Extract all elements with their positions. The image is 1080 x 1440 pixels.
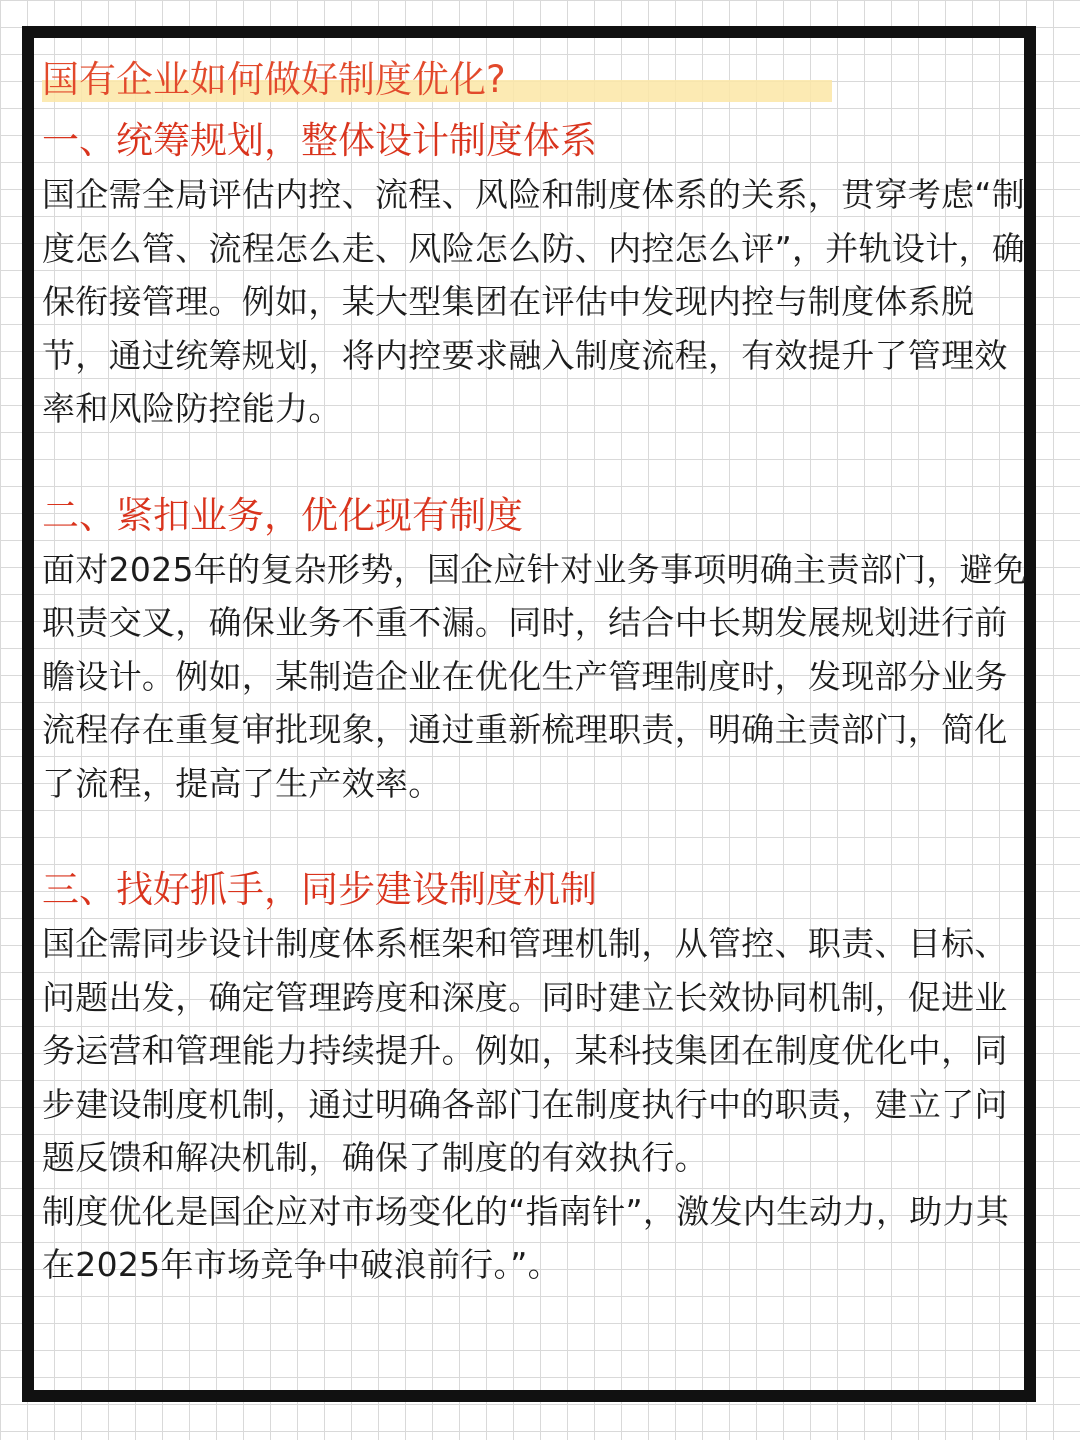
section-body: 国企需同步设计制度体系框架和管理机制，从管控、职责、目标、问题出发，确定管理跨度和深度。同时建立长效协同机制，促进业务运营和管理能力持续提升。例如，某科技集团在制度优化中，同步建设制度机制，通过明确各部门在制度执行中的职责，建立了问题反馈和解决机制，确保了制度的有效执行。 xyxy=(42,924,1008,1177)
spacer xyxy=(42,436,1042,489)
article xyxy=(42,50,1042,1292)
section-heading: 三、找好抓手，同步建设制度机制 xyxy=(42,868,597,911)
spacer xyxy=(42,810,1042,863)
section-body: 面对2025年的复杂形势，国企应针对业务事项明确主责部门，避免职责交叉，确保业务不重不漏。同时，结合中长期发展规划进行前瞻设计。例如，某制造企业在优化生产管理制度时，发现部分业务流程存在重复审批现象，通过重新梳理职责，明确主责部门，简化了流程，提高了生产效率。 xyxy=(42,549,1027,803)
section-heading: 一、统筹规划，整体设计制度体系 xyxy=(42,119,597,162)
section-1 xyxy=(42,114,1042,436)
title-block xyxy=(42,50,1042,114)
page-title: 国有企业如何做好制度优化? xyxy=(42,58,506,101)
conclusion-text: 制度优化是国企应对市场变化的“指南针”，激发内生动力，助力其在2025年市场竞争中破浪前行。”。 xyxy=(42,1191,1010,1284)
section-body: 国企需全局评估内控、流程、风险和制度体系的关系，贯穿考虑“制度怎么管、流程怎么走、风险怎么防、内控怎么评”，并轨设计，确保衔接管理。例如，某大型集团在评估中发现内控与制度体系脱节，通过统筹规划，将内控要求融入制度流程，有效提升了管理效率和风险防控能力。 xyxy=(42,175,1026,428)
section-3 xyxy=(42,863,1042,1292)
section-2 xyxy=(42,489,1042,811)
section-heading: 二、紧扣业务，优化现有制度 xyxy=(42,493,523,537)
